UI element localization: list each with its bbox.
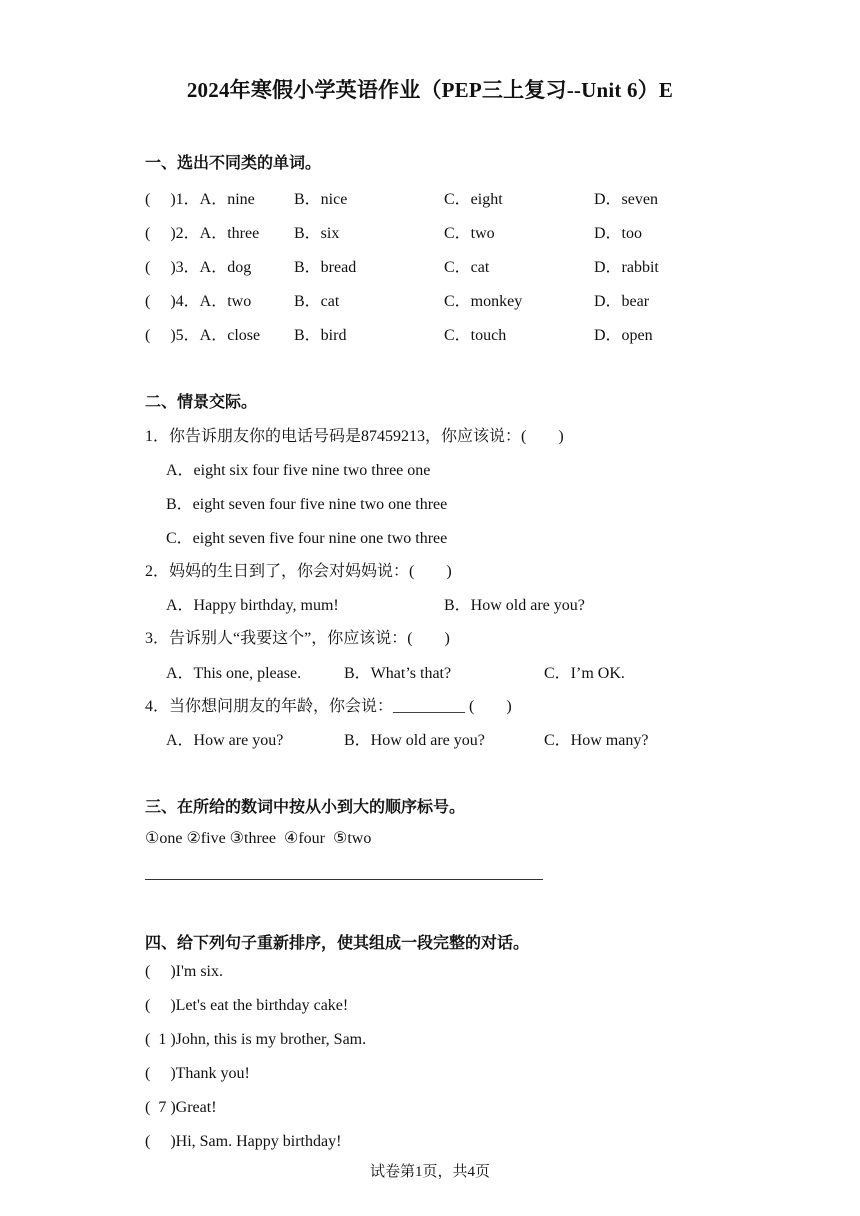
s2-q1-option-c: C．eight seven five four nine one two three (166, 530, 448, 547)
s1-row-1-a: ( )1．A．nine (145, 191, 255, 208)
s1-row-5-c: C．touch (444, 327, 507, 344)
section-2-heading: 二、情景交际。 (145, 394, 258, 411)
s2-question-2: 2．妈妈的生日到了，你会对妈妈说：( ) (145, 563, 452, 580)
section-4-heading: 四、给下列句子重新排序，使其组成一段完整的对话。 (145, 935, 530, 952)
page-footer: 试卷第1页，共4页 (369, 1164, 490, 1180)
s4-dialogue-line-4: ( )Thank you! (145, 1065, 250, 1082)
s4-dialogue-line-5: ( 7 )Great! (145, 1099, 217, 1116)
s1-row-3-b: B．bread (294, 259, 357, 276)
s2-q4-option-b: B．How old are you? (344, 732, 485, 749)
s1-row-3-c: C．cat (444, 259, 490, 276)
s1-row-2-c: C．two (444, 225, 495, 242)
answer-line (145, 879, 543, 880)
s1-row-3-d: D．rabbit (594, 259, 659, 276)
s2-question-4: 4．当你想问朋友的年龄，你会说：_________ ( ) (145, 698, 512, 715)
s4-dialogue-line-3: ( 1 )John, this is my brother, Sam. (145, 1031, 367, 1048)
s1-row-5-d: D．open (594, 327, 653, 344)
s1-row-2-d: D．too (594, 225, 643, 242)
s2-question-1: 1．你告诉朋友你的电话号码是87459213，你应该说：( ) (145, 428, 564, 445)
section-3-heading: 三、在所给的数词中按从小到大的顺序标号。 (145, 799, 466, 816)
s2-q2-option-a: A．Happy birthday, mum! (166, 597, 339, 614)
s1-row-1-b: B．nice (294, 191, 348, 208)
s1-row-1-d: D．seven (594, 191, 658, 208)
section-1-heading: 一、选出不同类的单词。 (145, 155, 322, 172)
s1-row-3-a: ( )3．A．dog (145, 259, 252, 276)
s2-q2-option-b: B．How old are you? (444, 597, 585, 614)
s3-number-words: ①one ②five ③three ④four ⑤two (145, 830, 372, 847)
s2-q1-option-a: A．eight six four five nine two three one (166, 462, 431, 479)
s4-dialogue-line-6: ( )Hi, Sam. Happy birthday! (145, 1133, 342, 1150)
s2-q3-option-b: B．What’s that? (344, 665, 452, 682)
s2-q4-option-a: A．How are you? (166, 732, 284, 749)
s2-q3-option-a: A．This one, please. (166, 665, 302, 682)
s1-row-4-b: B．cat (294, 293, 340, 310)
s2-q3-option-c: C．I’m OK. (544, 665, 625, 682)
s4-dialogue-line-1: ( )I'm six. (145, 963, 223, 980)
s1-row-2-a: ( )2．A．three (145, 225, 260, 242)
s1-row-4-d: D．bear (594, 293, 650, 310)
s4-dialogue-line-2: ( )Let's eat the birthday cake! (145, 997, 349, 1014)
s1-row-4-c: C．monkey (444, 293, 523, 310)
s1-row-2-b: B．six (294, 225, 340, 242)
s1-row-5-a: ( )5．A．close (145, 327, 261, 344)
page-title: 2024年寒假小学英语作业（PEP三上复习--Unit 6）E (186, 78, 674, 102)
s2-q1-option-b: B．eight seven four five nine two one three (166, 496, 448, 513)
s2-q4-option-c: C．How many? (544, 732, 649, 749)
s1-row-4-a: ( )4．A．two (145, 293, 252, 310)
s1-row-1-c: C．eight (444, 191, 503, 208)
s2-question-3: 3．告诉别人“我要这个”，你应该说：( ) (145, 630, 450, 647)
s1-row-5-b: B．bird (294, 327, 347, 344)
